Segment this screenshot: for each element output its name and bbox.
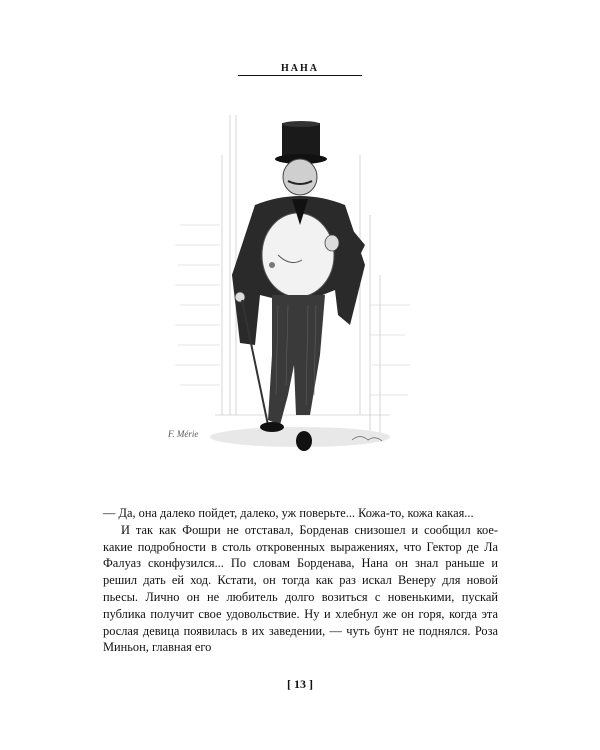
page-number: [ 13 ]	[287, 677, 313, 691]
paragraph: И так как Фошри не отставал, Борденав снизошел и сообщил кое-какие подробности в столь откровенных выражениях, что Гектор де Ла Фалуаз сконфузился... По словам Борденава, Нана он знал раньше и решил дать ей ход. Кстати, он тогда как раз искал Венеру для новой пьесы. Лично он не любитель долго возиться с новенькими, пускай публика получит свое удовольствие. Ну и хлебнул же он горя, когда эта рослая девица появилась в их заведении, — чуть бунт не поднялся. Роза Миньон, главная его	[103, 522, 498, 655]
running-head-rule	[238, 75, 362, 76]
running-head	[0, 58, 600, 76]
engraving-illustration	[160, 95, 420, 470]
paragraph: — Да, она далеко пойдет, далеко, уж поверьте... Кожа-то, кожа какая...	[103, 506, 474, 520]
gentleman-engraving	[160, 95, 420, 470]
running-head-title: НАНА	[281, 63, 319, 74]
artist-signature: F. Mérie	[168, 429, 199, 439]
body-text	[103, 505, 498, 656]
